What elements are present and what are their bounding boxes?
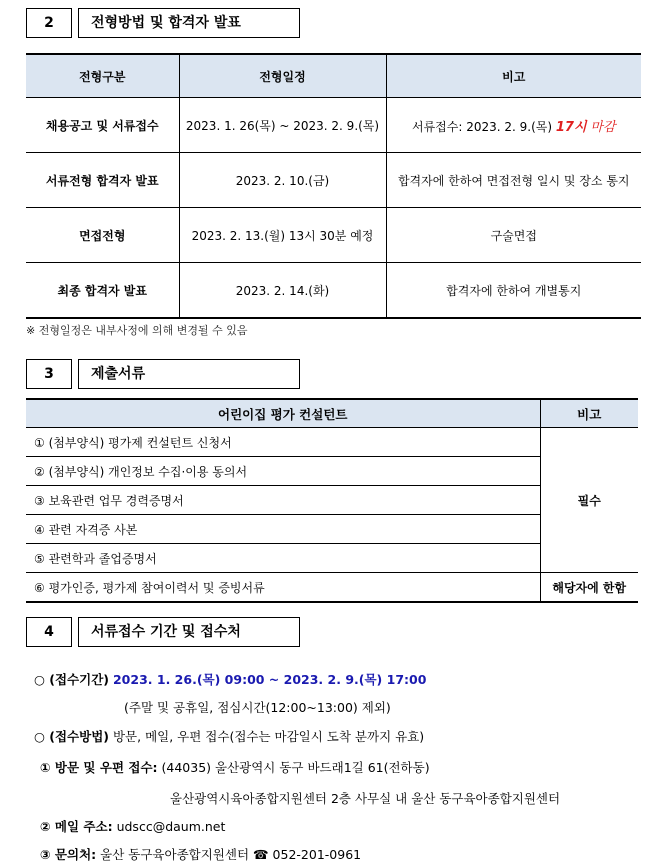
submission-method <box>34 727 424 745</box>
document-item: ④ 관련 자격증 사본 <box>26 515 540 544</box>
visit-mail-submission <box>40 758 430 776</box>
stage-cell: 서류전형 합격자 발표 <box>26 153 179 208</box>
table-row <box>26 573 638 603</box>
document-item: ③ 보육관련 업무 경력증명서 <box>26 486 540 515</box>
schedule-footnote: ※ 전형일정은 내부사정에 의해 변경될 수 있음 <box>26 324 248 337</box>
column-header: 전형구분 <box>26 54 179 98</box>
document-item: ⑥ 평가인증, 평가제 참여이력서 및 증빙서류 <box>26 573 540 603</box>
column-header: 비고 <box>386 54 641 98</box>
section-title: 제출서류 <box>78 359 300 389</box>
section-title: 서류접수 기간 및 접수처 <box>78 617 300 647</box>
period-exclusion: (주말 및 공휴일, 점심시간(12:00~13:00) 제외) <box>124 700 391 715</box>
table-row <box>26 208 641 263</box>
contact-value: 울산 동구육아종합지원센터 ☎ 052-201-0961 <box>100 847 362 862</box>
contact-label: ③ 문의처: <box>40 847 97 862</box>
document-item: ② (첨부양식) 개인정보 수집·이용 동의서 <box>26 457 540 486</box>
documents-table <box>26 398 638 603</box>
table-row <box>26 153 641 208</box>
deadline-suffix: 마감 <box>590 119 616 135</box>
note-cell: 합격자에 한하여 면접전형 일시 및 장소 통지 <box>386 153 641 208</box>
note-cell: 합격자에 한하여 개별통지 <box>386 263 641 319</box>
schedule-cell: 2023. 1. 26(목) ~ 2023. 2. 9.(목) <box>179 98 386 153</box>
note-cell: 구술면접 <box>386 208 641 263</box>
visit-address-detail: 울산광역시육아종합지원센터 2층 사무실 내 울산 동구육아종합지원센터 <box>170 791 561 806</box>
stage-cell: 면접전형 <box>26 208 179 263</box>
table-row <box>26 98 641 153</box>
method-value: 방문, 메일, 우편 접수(접수는 마감일시 도착 분까지 유효) <box>112 729 425 744</box>
column-header: 전형일정 <box>179 54 386 98</box>
schedule-cell: 2023. 2. 13.(월) 13시 30분 예정 <box>179 208 386 263</box>
submission-period <box>34 670 426 688</box>
period-label: ○ (접수기간) <box>34 672 109 687</box>
remark-applicable: 해당자에 한함 <box>540 573 638 603</box>
visit-address: (44035) 울산광역시 동구 바드래1길 61(전하동) <box>161 760 430 775</box>
stage-cell: 최종 합격자 발표 <box>26 263 179 319</box>
column-header: 어린이집 평가 컨설턴트 <box>26 399 540 428</box>
email-label: ② 메일 주소: <box>40 819 113 834</box>
section-number: 4 <box>26 617 72 647</box>
section-number: 2 <box>26 8 72 38</box>
schedule-cell: 2023. 2. 14.(화) <box>179 263 386 319</box>
period-value: 2023. 1. 26.(목) 09:00 ~ 2023. 2. 9.(목) 17:00 <box>112 672 427 687</box>
email-address[interactable]: udscc@daum.net <box>116 819 226 834</box>
visit-label: ① 방문 및 우편 접수: <box>40 760 158 775</box>
note-cell <box>386 98 641 153</box>
schedule-cell: 2023. 2. 10.(금) <box>179 153 386 208</box>
section-title: 전형방법 및 합격자 발표 <box>78 8 300 38</box>
note-text: 서류접수: 2023. 2. 9.(목) <box>412 119 553 134</box>
table-row <box>26 428 638 457</box>
schedule-table <box>26 53 641 319</box>
method-label: ○ (접수방법) <box>34 729 109 744</box>
deadline-time: 17시 <box>555 119 587 135</box>
document-item: ① (첨부양식) 평가제 컨설턴트 신청서 <box>26 428 540 457</box>
section-number: 3 <box>26 359 72 389</box>
column-header: 비고 <box>540 399 638 428</box>
remark-required: 필수 <box>540 428 638 573</box>
table-header-row <box>26 54 641 98</box>
document-item: ⑤ 관련학과 졸업증명서 <box>26 544 540 573</box>
table-row <box>26 263 641 319</box>
email-info <box>40 817 225 835</box>
contact-info <box>40 845 361 863</box>
stage-cell: 채용공고 및 서류접수 <box>26 98 179 153</box>
table-header-row <box>26 399 638 428</box>
